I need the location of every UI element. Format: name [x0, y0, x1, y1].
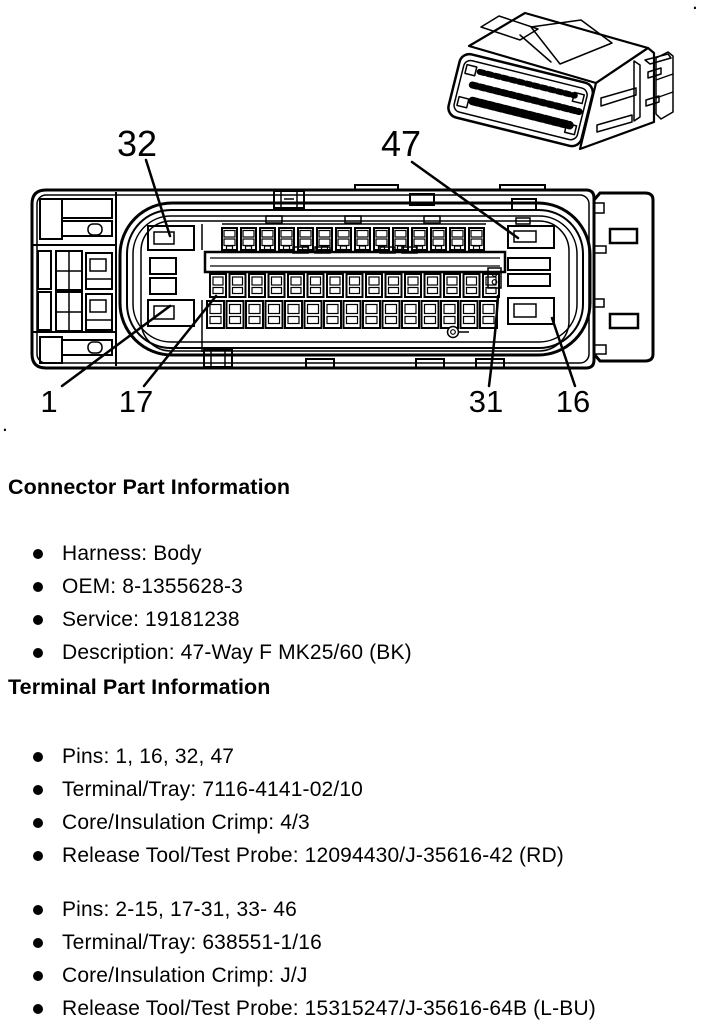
pin-16-cavity: [508, 298, 554, 324]
list-item-crimp-group1: [33, 806, 704, 839]
list-item-text: Pins: 2-15, 17-31, 33- 46: [62, 897, 297, 921]
bullet-icon: [33, 1004, 43, 1014]
terminal-info-list-group-1: [0, 740, 704, 872]
terminal-row-bottom: [207, 301, 497, 328]
stray-period-top-right: .: [692, 0, 698, 14]
pin-1-cavity: [148, 300, 194, 326]
bullet-icon: [33, 905, 43, 915]
pin-label-32: 32: [116, 123, 158, 164]
stray-period-left: .: [2, 413, 8, 436]
bullet-icon: [33, 615, 43, 625]
terminal-info-list-group-2: [0, 893, 704, 1025]
list-item-oem: [33, 570, 704, 603]
list-item-text: Release Tool/Test Probe: 15315247/J-35616-64B (L-BU): [62, 996, 596, 1020]
terminal-part-information-heading: Terminal Part Information: [8, 675, 271, 699]
list-item-harness: [33, 537, 704, 570]
list-item-text: Service: 19181238: [62, 607, 240, 631]
iso-front-face: [446, 52, 595, 148]
pin-label-1: 1: [40, 384, 58, 419]
list-item-text: Pins: 1, 16, 32, 47: [62, 744, 235, 768]
pin-label-17: 17: [118, 384, 154, 419]
terminal-row-middle: [210, 274, 499, 297]
pin-label-47: 47: [380, 123, 422, 164]
bottom-lock-tab: [204, 350, 232, 367]
pin-32-cavity: [148, 226, 194, 250]
bullet-icon: [33, 971, 43, 981]
bullet-icon: [33, 785, 43, 795]
bullet-icon: [33, 549, 43, 559]
bullet-icon: [33, 648, 43, 658]
leader-line-47: [412, 162, 518, 238]
right-extension: [594, 193, 653, 361]
list-item-text: Core/Insulation Crimp: J/J: [62, 963, 308, 987]
leader-line-17: [144, 296, 216, 386]
part-information-text: [0, 462, 704, 1025]
list-item-crimp-group2: [33, 959, 704, 992]
pin-label-16: 16: [555, 384, 591, 419]
top-lock-tab: [274, 191, 304, 208]
bullet-icon: [33, 851, 43, 861]
list-item-text: Release Tool/Test Probe: 12094430/J-35616-42 (RD): [62, 843, 564, 867]
list-item-text: OEM: 8-1355628-3: [62, 574, 244, 598]
pin-label-31: 31: [468, 384, 504, 419]
list-item-text: Terminal/Tray: 7116-4141-02/10: [62, 777, 363, 801]
bullet-icon: [33, 582, 43, 592]
connector-part-information-heading: Connector Part Information: [8, 475, 291, 499]
list-item-pins-group2: [33, 893, 704, 926]
list-item-text: Terminal/Tray: 638551-1/16: [62, 930, 322, 954]
bullet-icon: [33, 938, 43, 948]
list-item-terminal-tray-group2: [33, 926, 704, 959]
center-rail: [205, 247, 505, 272]
list-item-terminal-tray-group1: [33, 773, 704, 806]
list-item-pins-group1: [33, 740, 704, 773]
left-latch-block: [32, 192, 116, 366]
list-item-text: Harness: Body: [62, 541, 202, 565]
list-item-description: [33, 636, 704, 669]
list-item-release-tool-group1: [33, 839, 704, 872]
bullet-icon: [33, 752, 43, 762]
list-item-text: Description: 47-Way F MK25/60 (BK): [62, 640, 412, 664]
list-item-text: Core/Insulation Crimp: 4/3: [62, 810, 310, 834]
list-item-service: [33, 603, 704, 636]
connector-isometric-view: [446, 13, 673, 149]
connector-diagram-svg: [0, 0, 704, 462]
list-item-release-tool-group2: [33, 992, 704, 1025]
connector-info-list: [0, 537, 704, 669]
bullet-icon: [33, 818, 43, 828]
